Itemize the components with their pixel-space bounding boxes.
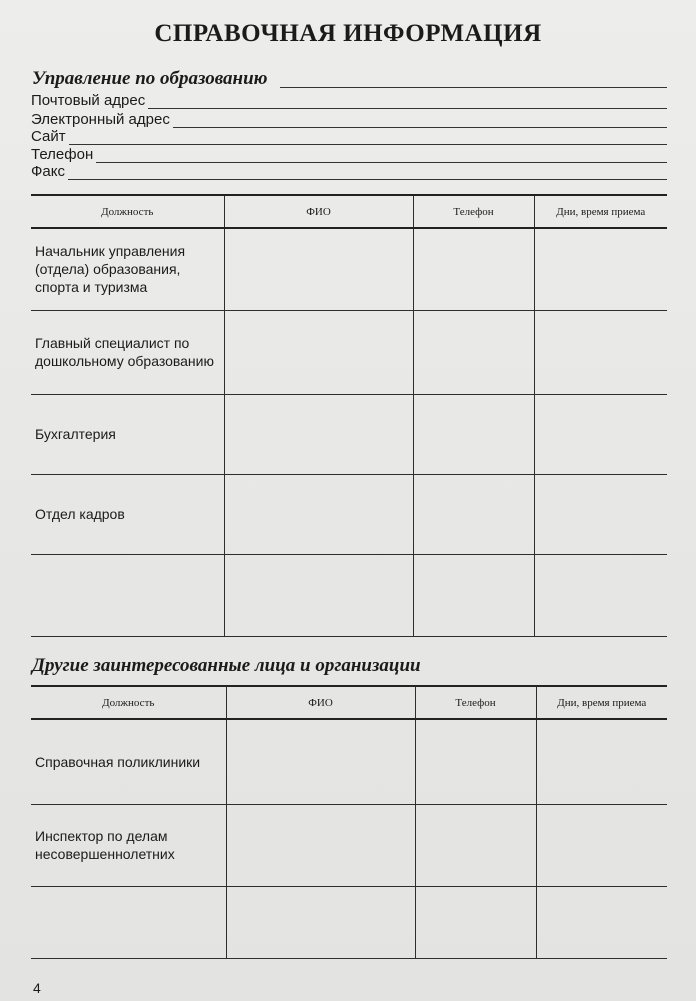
- website-line[interactable]: [69, 132, 667, 145]
- name-cell[interactable]: [224, 394, 413, 474]
- name-cell[interactable]: [224, 310, 413, 394]
- hours-cell[interactable]: [534, 228, 667, 310]
- column-header-name: ФИО: [224, 195, 413, 228]
- position-cell: Начальник управления (отдела) образования, спорта и туризма: [31, 228, 224, 310]
- table-row: [31, 804, 667, 886]
- phone-field[interactable]: [31, 146, 667, 163]
- postal-address-label: Почтовый адрес: [31, 92, 146, 109]
- hours-cell[interactable]: [534, 554, 667, 636]
- website-field[interactable]: [31, 128, 667, 145]
- phone-cell[interactable]: [413, 554, 534, 636]
- table-row: [31, 394, 667, 474]
- page-title: СПРАВОЧНАЯ ИНФОРМАЦИЯ: [154, 20, 542, 47]
- phone-cell[interactable]: [413, 228, 534, 310]
- position-cell: [31, 886, 226, 958]
- phone-cell[interactable]: [413, 474, 534, 554]
- position-cell: Отдел кадров: [31, 474, 224, 554]
- hours-cell[interactable]: [536, 804, 667, 886]
- column-header-name: ФИО: [226, 686, 415, 719]
- position-cell: [31, 554, 224, 636]
- table-row: [31, 310, 667, 394]
- phone-cell[interactable]: [415, 804, 536, 886]
- postal-address-line[interactable]: [148, 96, 667, 109]
- email-address-line[interactable]: [173, 115, 667, 128]
- column-header-phone: Телефон: [413, 195, 534, 228]
- phone-cell[interactable]: [413, 310, 534, 394]
- column-header-phone: Телефон: [415, 686, 536, 719]
- education-heading-line: [280, 87, 667, 88]
- phone-line[interactable]: [96, 150, 667, 163]
- hours-cell[interactable]: [534, 394, 667, 474]
- email-address-field[interactable]: [31, 111, 667, 128]
- table-row: [31, 228, 667, 310]
- name-cell[interactable]: [226, 804, 415, 886]
- email-address-label: Электронный адрес: [31, 111, 170, 128]
- fax-label: Факс: [31, 163, 65, 180]
- phone-label: Телефон: [31, 146, 94, 163]
- position-cell: Справочная поликлиники: [31, 719, 226, 804]
- table-row: [31, 474, 667, 554]
- phone-cell[interactable]: [415, 886, 536, 958]
- phone-cell[interactable]: [413, 394, 534, 474]
- column-header-hours: Дни, время приема: [534, 195, 667, 228]
- table-row: [31, 886, 667, 958]
- position-cell: Бухгалтерия: [31, 394, 224, 474]
- table-row: [31, 554, 667, 636]
- column-header-position: Должность: [31, 195, 224, 228]
- name-cell[interactable]: [226, 886, 415, 958]
- education-heading: Управление по образованию: [32, 68, 268, 89]
- hours-cell[interactable]: [534, 310, 667, 394]
- position-cell: Инспектор по делам несовершеннолетних: [31, 804, 226, 886]
- name-cell[interactable]: [224, 474, 413, 554]
- name-cell[interactable]: [226, 719, 415, 804]
- position-cell: Главный специалист по дошкольному образованию: [31, 310, 224, 394]
- other-contacts-table: [31, 685, 667, 959]
- name-cell[interactable]: [224, 228, 413, 310]
- fax-field[interactable]: [31, 163, 667, 180]
- hours-cell[interactable]: [536, 719, 667, 804]
- column-header-position: Должность: [31, 686, 226, 719]
- postal-address-field[interactable]: [31, 92, 667, 109]
- name-cell[interactable]: [224, 554, 413, 636]
- table-row: [31, 719, 667, 804]
- phone-cell[interactable]: [415, 719, 536, 804]
- website-label: Сайт: [31, 128, 66, 145]
- page-number: 4: [33, 980, 41, 996]
- hours-cell[interactable]: [534, 474, 667, 554]
- fax-line[interactable]: [68, 167, 667, 180]
- column-header-hours: Дни, время приема: [536, 686, 667, 719]
- hours-cell[interactable]: [536, 886, 667, 958]
- education-contacts-table: [31, 194, 667, 637]
- others-heading: Другие заинтересованные лица и организации: [32, 655, 421, 676]
